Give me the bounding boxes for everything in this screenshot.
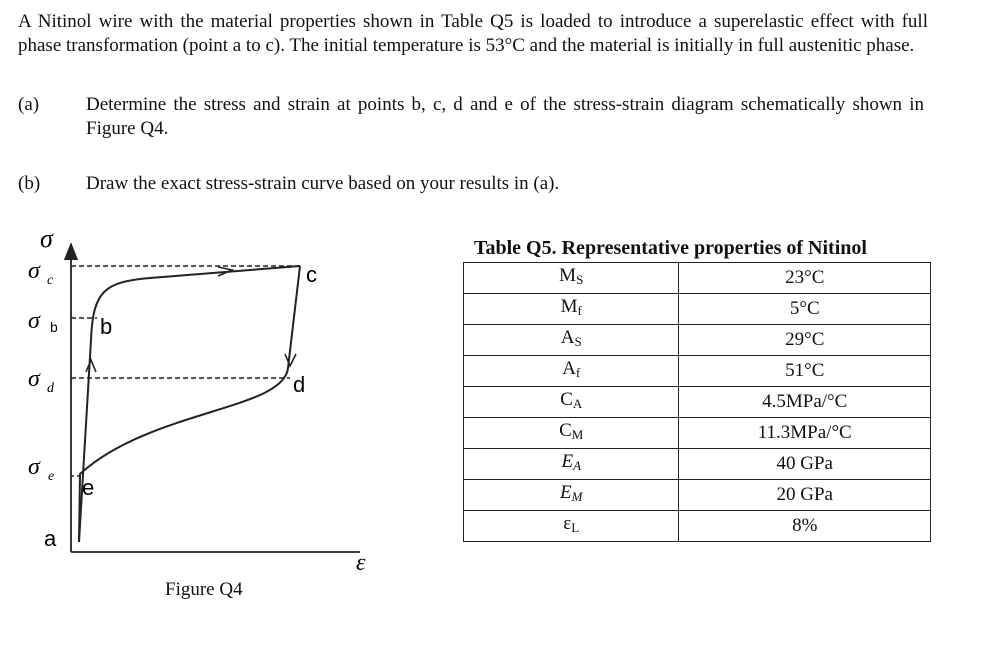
sigma-d-label — [28, 366, 55, 396]
sigma-c-subscript: c — [47, 273, 54, 288]
property-value: 51°C — [679, 356, 931, 387]
property-symbol: $E_A$ — [464, 449, 679, 480]
table-row — [464, 449, 931, 480]
sigma-b-symbol: σ — [28, 308, 40, 334]
point-e-label: e — [82, 475, 95, 500]
property-value: 40 GPa — [679, 449, 931, 480]
property-value: 4.5MPa/°C — [679, 387, 931, 418]
property-symbol: $E_M$ — [464, 480, 679, 511]
property-value: 20 GPa — [679, 480, 931, 511]
downward-arrow-icon — [285, 354, 296, 366]
figure-caption: Figure Q4 — [165, 579, 243, 600]
stress-strain-diagram — [0, 220, 420, 610]
property-value: 5°C — [679, 294, 931, 325]
table-row — [464, 356, 931, 387]
question-a-text: Determine the stress and strain at points b, c, d and e of the stress-strain diagram schematically shown in Figure Q4. — [86, 94, 924, 139]
question-b-label: (b) — [18, 173, 41, 194]
property-symbol: $\varepsilon_L$ — [464, 511, 679, 542]
sigma-e-subscript: e — [48, 469, 55, 484]
question-a-label: (a) — [18, 94, 40, 115]
sigma-b-label — [28, 308, 58, 335]
intro-text: A Nitinol wire with the material properties shown in Table Q5 is loaded to introduce a superelastic effect with full phase transformation (point a to c). The initial temperature is 53°C and the material is initially in full austenitic phase. — [18, 11, 928, 56]
property-symbol: $M_S$ — [464, 263, 679, 294]
table-row — [464, 511, 931, 542]
sigma-c-label — [28, 258, 54, 288]
sigma-b-subscript: b — [50, 319, 58, 335]
sigma-e-symbol: σ — [28, 454, 40, 480]
property-symbol: $C_A$ — [464, 387, 679, 418]
y-axis-label: σ — [40, 224, 53, 253]
property-value: 11.3MPa/°C — [679, 418, 931, 449]
sigma-d-symbol: σ — [28, 366, 40, 392]
property-symbol: $C_M$ — [464, 418, 679, 449]
property-symbol: $A_S$ — [464, 325, 679, 356]
table-row — [464, 325, 931, 356]
sigma-e-label — [28, 454, 54, 484]
loading-curve — [79, 266, 300, 542]
property-symbol: $M_f$ — [464, 294, 679, 325]
unloading-curve — [79, 266, 300, 542]
property-value: 23°C — [679, 263, 931, 294]
property-value: 8% — [679, 511, 931, 542]
table-row — [464, 294, 931, 325]
point-a-label: a — [44, 526, 57, 551]
question-b — [18, 172, 928, 198]
property-value: 29°C — [679, 325, 931, 356]
question-b-text: Draw the exact stress-strain curve based on your results in (a). — [86, 173, 560, 194]
point-b-label: b — [100, 314, 113, 339]
sigma-d-subscript: d — [47, 381, 54, 396]
point-c-label: c — [306, 262, 317, 287]
table-title: Table Q5. Representative properties of Nitinol — [474, 237, 867, 259]
table-row — [464, 387, 931, 418]
property-symbol: $A_f$ — [464, 356, 679, 387]
question-a — [18, 93, 928, 143]
properties-table — [463, 262, 931, 542]
x-axis-label: ε — [356, 550, 366, 576]
table-row — [464, 418, 931, 449]
point-d-label: d — [293, 372, 306, 397]
sigma-c-symbol: σ — [28, 258, 40, 284]
problem-intro — [18, 10, 928, 58]
figure-q4 — [0, 220, 420, 610]
table-row — [464, 480, 931, 511]
upward-arrow-icon — [86, 360, 96, 372]
table-row — [464, 263, 931, 294]
